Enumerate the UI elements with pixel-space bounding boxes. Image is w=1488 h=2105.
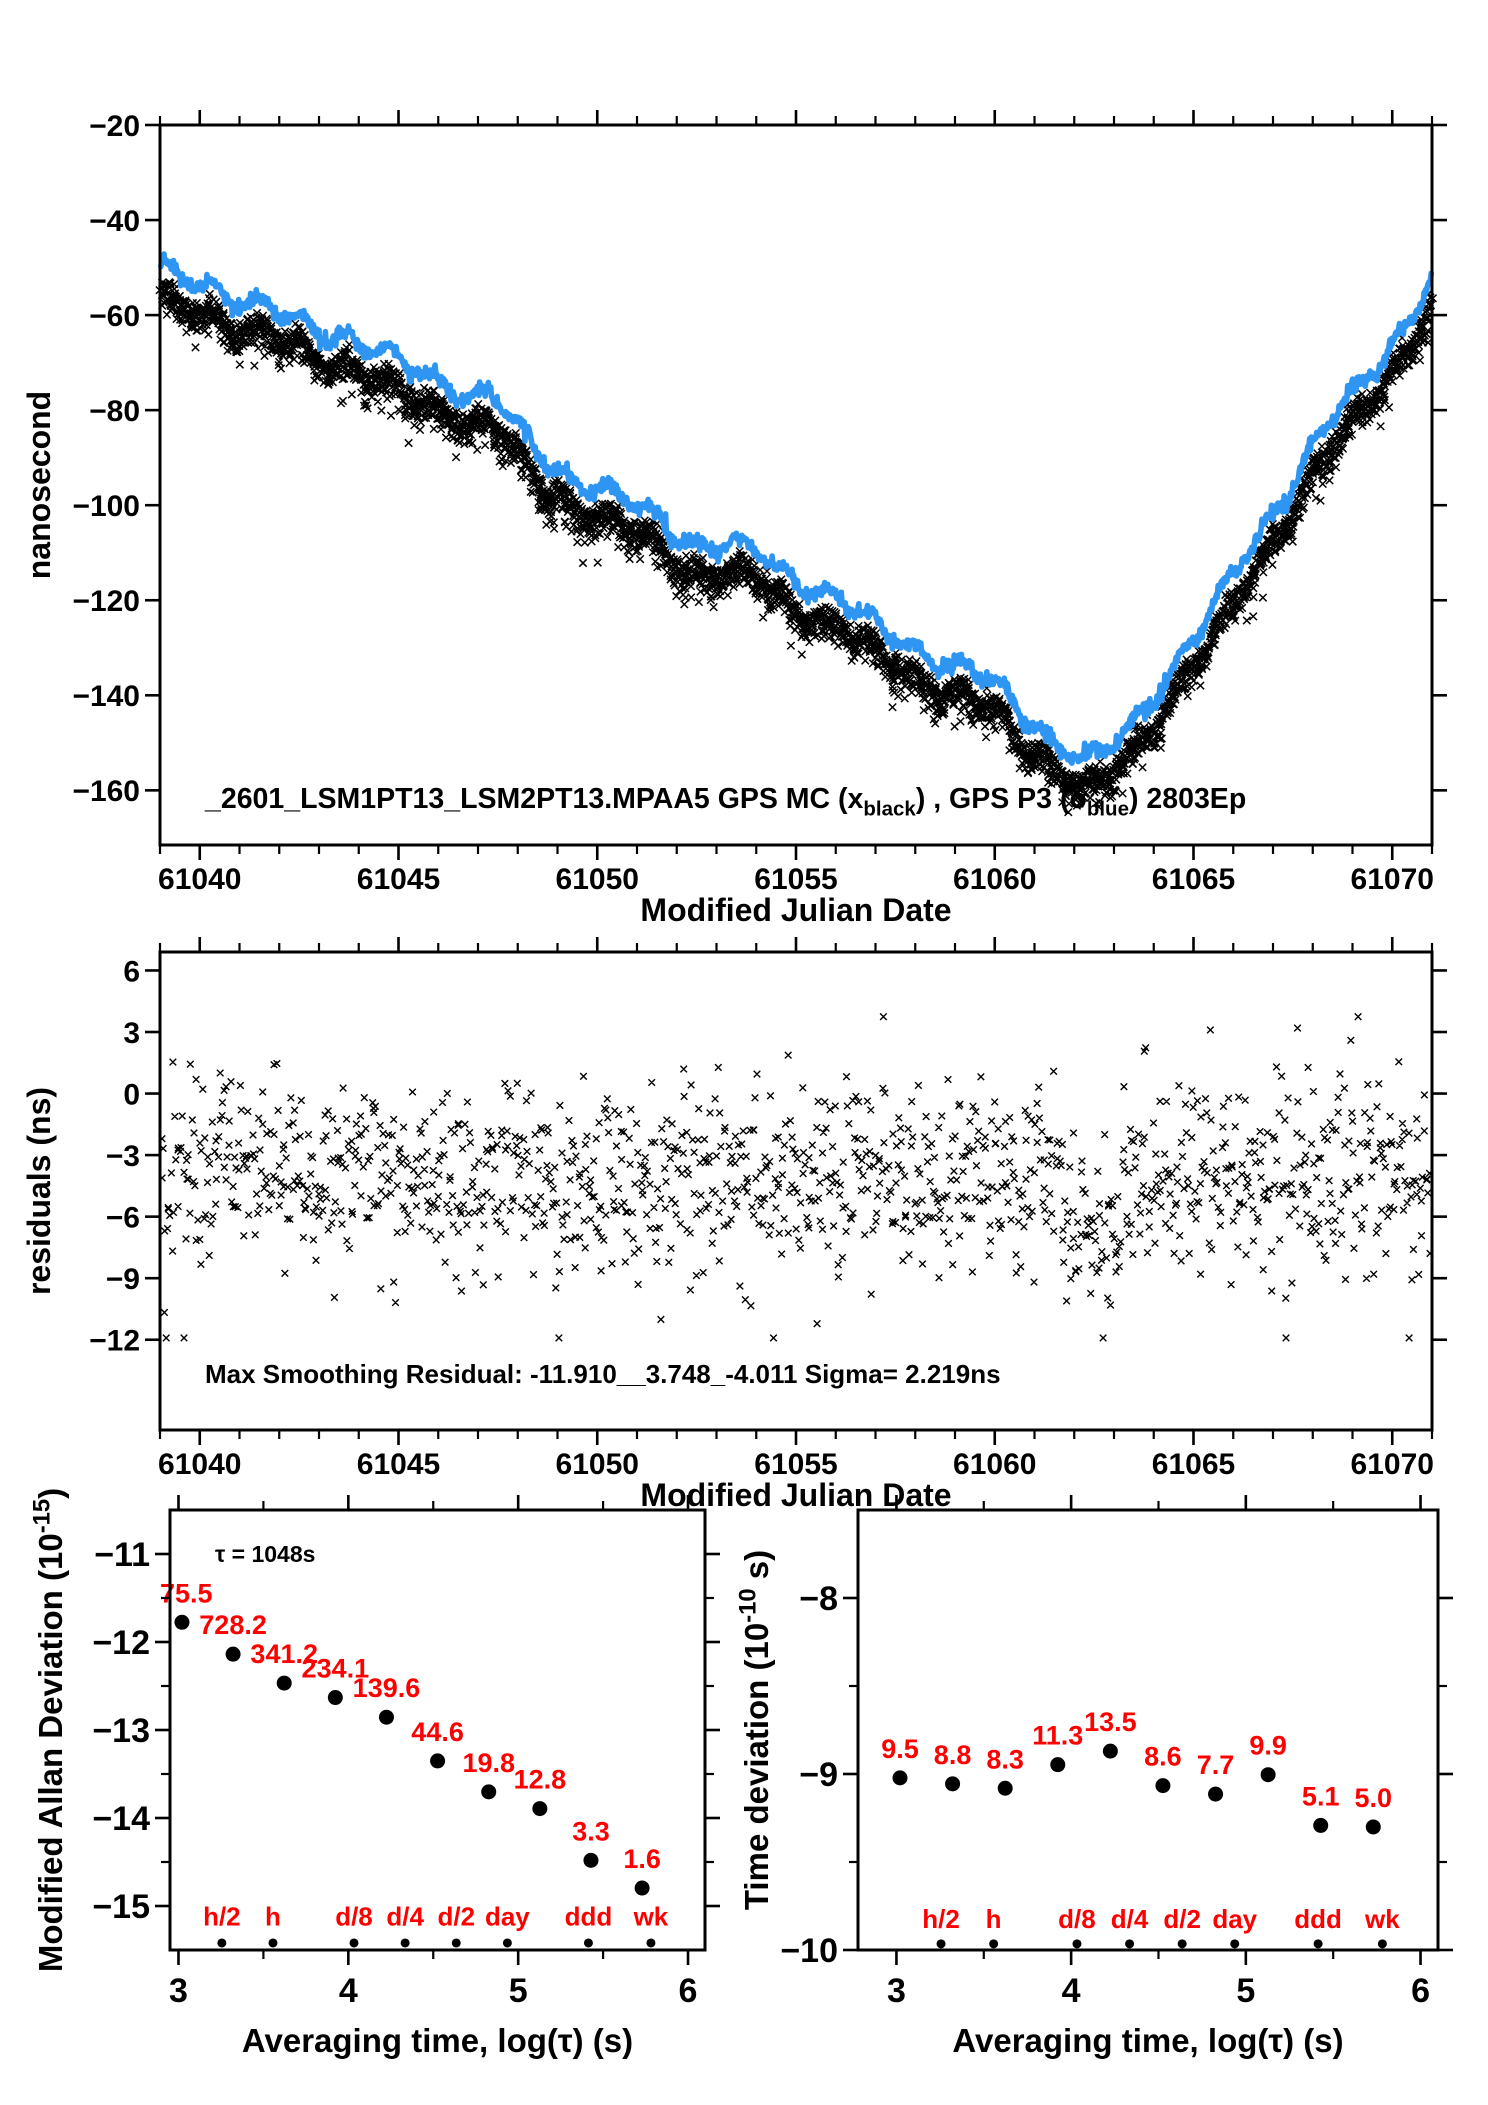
- tdev-point: [892, 1770, 907, 1785]
- svg-text:wk: wk: [633, 1901, 669, 1932]
- svg-text:19.8: 19.8: [462, 1747, 516, 1778]
- svg-text:3.3: 3.3: [572, 1816, 610, 1847]
- svg-text:13.5: 13.5: [1084, 1707, 1137, 1738]
- svg-text:8.3: 8.3: [986, 1744, 1024, 1775]
- svg-text:4: 4: [1061, 1972, 1081, 2010]
- tau-grid-dot: [989, 1939, 998, 1948]
- tau-grid-dot: [1178, 1939, 1187, 1948]
- gps-mc-series: [156, 279, 1437, 816]
- residual-series: [159, 1013, 1434, 1341]
- svg-text:day: day: [484, 1901, 530, 1932]
- svg-text:d/8: d/8: [335, 1901, 373, 1932]
- svg-text:nanosecond: nanosecond: [21, 390, 57, 580]
- svg-text:h: h: [265, 1901, 281, 1932]
- svg-text:75.5: 75.5: [159, 1578, 213, 1609]
- svg-text:d/8: d/8: [1058, 1904, 1096, 1934]
- mdev-point: [430, 1753, 445, 1768]
- svg-text:wk: wk: [1365, 1904, 1400, 1934]
- svg-text:−160: −160: [72, 775, 140, 809]
- svg-text:residuals (ns): residuals (ns): [21, 1086, 57, 1296]
- svg-text:9.9: 9.9: [1249, 1730, 1287, 1761]
- svg-text:−80: −80: [89, 394, 140, 428]
- svg-text:12.8: 12.8: [513, 1764, 567, 1795]
- mdev-point: [379, 1710, 394, 1725]
- svg-text:61040: 61040: [158, 863, 242, 896]
- svg-text:ddd: ddd: [1294, 1904, 1342, 1934]
- svg-text:d/2: d/2: [437, 1901, 476, 1932]
- svg-text:−140: −140: [72, 680, 140, 714]
- svg-text:61045: 61045: [356, 863, 441, 896]
- svg-text:τ = 1048s: τ = 1048s: [215, 1541, 316, 1567]
- mdev-point: [481, 1784, 496, 1799]
- svg-text:4: 4: [338, 1972, 358, 2010]
- svg-text:6: 6: [678, 1972, 698, 2010]
- tdev-point: [1103, 1744, 1118, 1759]
- tdev-point: [1050, 1757, 1065, 1772]
- svg-text:d/4: d/4: [1110, 1904, 1149, 1934]
- tau-grid-dot: [1314, 1939, 1323, 1948]
- svg-text:h: h: [985, 1904, 1002, 1934]
- svg-text:6: 6: [123, 955, 140, 989]
- svg-text:−3: −3: [105, 1139, 140, 1173]
- svg-text:61070: 61070: [1350, 863, 1434, 896]
- svg-text:61055: 61055: [754, 1448, 838, 1481]
- svg-text:Averaging time, log(τ) (s): Averaging time, log(τ) (s): [952, 2022, 1344, 2059]
- svg-text:−20: −20: [89, 109, 140, 143]
- tau-grid-dot: [350, 1938, 359, 1947]
- tdev-point: [1208, 1787, 1223, 1802]
- mdev-point: [328, 1690, 343, 1705]
- svg-text:234.1: 234.1: [301, 1653, 370, 1684]
- svg-text:−60: −60: [89, 299, 140, 333]
- tdev-point: [1261, 1767, 1276, 1782]
- svg-text:−12: −12: [89, 1324, 140, 1358]
- svg-text:61050: 61050: [555, 863, 639, 896]
- svg-text:−100: −100: [72, 489, 140, 523]
- svg-text:Modified Allan Deviation (10-1: Modified Allan Deviation $(10^{-15})$: [28, 1487, 69, 1973]
- mdev-point: [635, 1881, 650, 1896]
- tau-grid-dot: [1230, 1939, 1239, 1948]
- tdev-point: [998, 1781, 1013, 1796]
- svg-text:3: 3: [169, 1972, 188, 2010]
- svg-text:61055: 61055: [754, 863, 838, 896]
- tdev-point: [945, 1776, 960, 1791]
- svg-text:−13: −13: [92, 1712, 150, 1751]
- svg-text:8.6: 8.6: [1144, 1741, 1182, 1772]
- mdev-point: [583, 1853, 598, 1868]
- svg-text:8.8: 8.8: [933, 1739, 972, 1770]
- tau-grid-dot: [401, 1938, 410, 1947]
- tau-grid-dot: [217, 1938, 226, 1947]
- svg-text:−6: −6: [105, 1201, 140, 1235]
- svg-text:Time deviation (10-10 s): Time deviation ($10^{-10}$ s): [734, 1549, 775, 1911]
- svg-text:−9: −9: [105, 1262, 140, 1296]
- tau-grid-dot: [452, 1938, 461, 1947]
- mdev-point: [532, 1801, 547, 1816]
- svg-text:−15: −15: [92, 1888, 150, 1927]
- tdev-point: [1366, 1819, 1381, 1834]
- gps-p3-series: [161, 254, 1431, 763]
- svg-text:44.6: 44.6: [411, 1716, 464, 1747]
- svg-text:61065: 61065: [1151, 1448, 1236, 1481]
- svg-text:−9: −9: [799, 1756, 838, 1795]
- svg-text:0: 0: [123, 1078, 140, 1112]
- tdev-point: [1155, 1778, 1170, 1793]
- svg-text:3: 3: [886, 1972, 906, 2010]
- svg-text:−12: −12: [92, 1624, 150, 1663]
- svg-text:day: day: [1212, 1904, 1258, 1934]
- tau-grid-dot: [646, 1938, 655, 1947]
- tdev-point: [1313, 1818, 1328, 1833]
- residuals-axes: [21, 937, 1447, 1513]
- tau-grid-dot: [1125, 1939, 1134, 1948]
- mdev-point: [226, 1647, 241, 1662]
- svg-text:Max Smoothing Residual: -11.91: Max Smoothing Residual: -11.910__3.748_-4.011 Sigma= 2.219ns: [205, 1359, 1001, 1389]
- svg-text:9.5: 9.5: [881, 1733, 919, 1764]
- svg-text:−40: −40: [89, 204, 140, 238]
- svg-text:5.0: 5.0: [1354, 1782, 1393, 1813]
- svg-text:139.6: 139.6: [352, 1673, 421, 1704]
- svg-text:341.2: 341.2: [250, 1639, 319, 1670]
- svg-text:ddd: ddd: [564, 1901, 613, 1932]
- tau-grid-dot: [1378, 1939, 1387, 1948]
- tau-grid-dot: [937, 1939, 946, 1948]
- svg-text:61060: 61060: [953, 863, 1037, 896]
- svg-text:3: 3: [123, 1016, 140, 1050]
- svg-text:−8: −8: [799, 1580, 838, 1619]
- svg-text:11.3: 11.3: [1032, 1720, 1084, 1751]
- svg-text:_2601_LSM1PT13_LSM2PT13.MPAA5: _2601_LSM1PT13_LSM2PT13.MPAA5 GPS MC $(x_{black})$ , GPS P3 $(o_{blue})$ 2803Ep: [205, 783, 1247, 821]
- svg-text:Modified Julian Date: Modified Julian Date: [640, 1477, 952, 1513]
- svg-text:−11: −11: [94, 1536, 150, 1575]
- svg-text:−10: −10: [780, 1932, 838, 1971]
- tdev-axes: [735, 1495, 1454, 2059]
- svg-text:6: 6: [1411, 1972, 1430, 2010]
- mdev-axes: [29, 1488, 721, 2059]
- svg-text:d/4: d/4: [386, 1901, 424, 1932]
- mdev-point: [277, 1676, 292, 1691]
- svg-text:−14: −14: [92, 1800, 150, 1839]
- residuals-data: [159, 1013, 1434, 1341]
- phase-axes: [21, 110, 1447, 928]
- svg-text:7.7: 7.7: [1196, 1750, 1235, 1781]
- tau-grid-dot: [503, 1938, 512, 1947]
- svg-text:1.6: 1.6: [623, 1844, 661, 1875]
- svg-text:61065: 61065: [1151, 863, 1236, 896]
- mdev-data: [160, 1578, 669, 1947]
- tau-grid-dot: [268, 1938, 277, 1947]
- svg-text:61070: 61070: [1350, 1448, 1434, 1481]
- svg-text:61045: 61045: [356, 1448, 441, 1481]
- tdev-data: [881, 1707, 1400, 1948]
- tau-grid-dot: [584, 1938, 593, 1947]
- svg-text:5: 5: [1236, 1972, 1256, 2010]
- svg-text:61050: 61050: [555, 1448, 639, 1481]
- svg-text:5: 5: [508, 1972, 528, 2010]
- svg-text:Averaging time, log(τ) (s): Averaging time, log(τ) (s): [241, 2022, 634, 2059]
- svg-text:5.1: 5.1: [1301, 1781, 1340, 1812]
- phase-data: [156, 254, 1437, 816]
- svg-text:h/2: h/2: [922, 1904, 960, 1934]
- svg-text:−120: −120: [72, 585, 140, 619]
- svg-text:Modified Julian Date: Modified Julian Date: [640, 892, 952, 928]
- mdev-point: [174, 1615, 189, 1630]
- svg-text:h/2: h/2: [203, 1901, 241, 1932]
- svg-text:728.2: 728.2: [199, 1610, 267, 1641]
- tau-grid-dot: [1072, 1939, 1081, 1948]
- svg-text:d/2: d/2: [1163, 1904, 1201, 1934]
- svg-text:61040: 61040: [158, 1448, 242, 1481]
- svg-text:61060: 61060: [953, 1448, 1037, 1481]
